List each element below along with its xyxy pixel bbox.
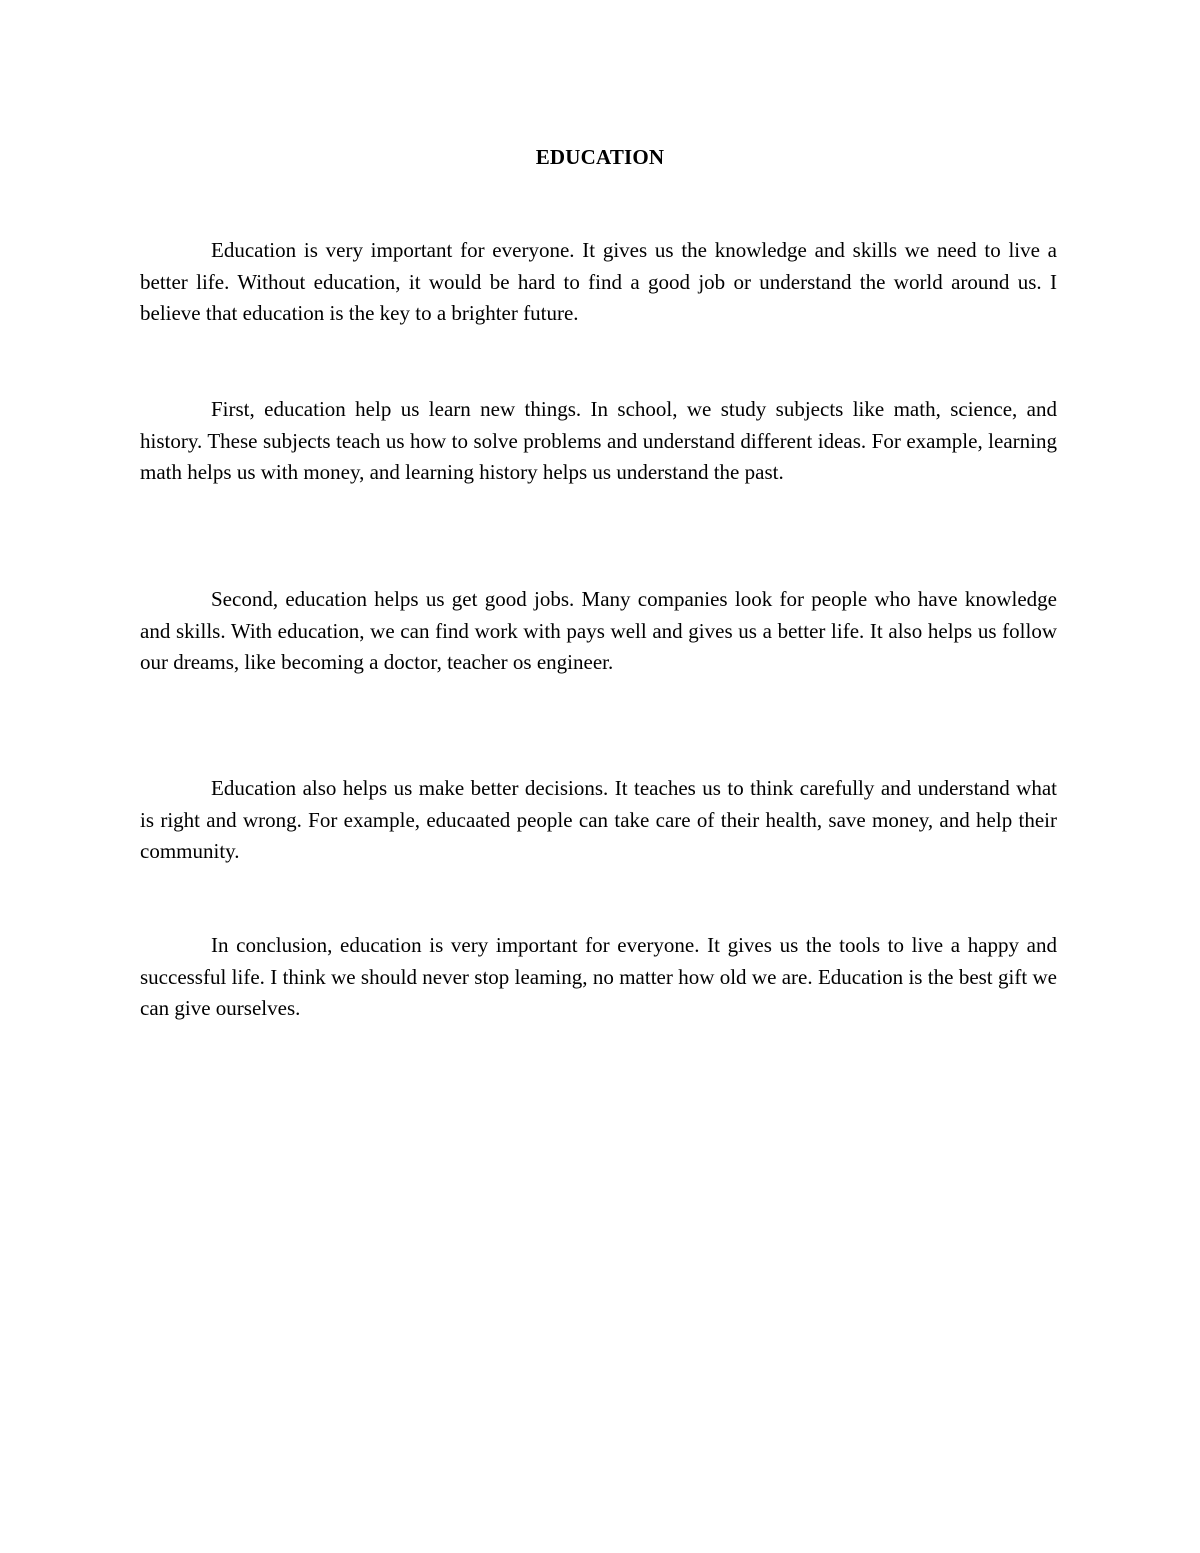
document-title: EDUCATION bbox=[535, 145, 665, 169]
paragraph-first: First, education help us learn new things. In school, we study subjects like math, science, and history. These subjects teach us how to solve problems and understand different ideas. For example, learning math helps us with money, and learning history helps us understand the past. bbox=[140, 397, 1057, 484]
paragraph-second: Second, education helps us get good jobs. Many companies look for people who have knowledge and skills. With education, we can find work with pays well and gives us a better life. It also helps us follow our dreams, like becoming a doctor, teacher os engineer. bbox=[140, 587, 1057, 674]
paragraph-conclusion: In conclusion, education is very important for everyone. It gives us the tools to live a happy and successful life. I think we should never stop leaming, no matter how old we are. Education is the best gift we can give ourselves. bbox=[140, 933, 1057, 1020]
paragraph-decisions: Education also helps us make better decisions. It teaches us to think carefully and understand what is right and wrong. For example, educaated people can take care of their health, save money, and help their community. bbox=[140, 776, 1057, 863]
paragraph-introduction: Education is very important for everyone. It gives us the knowledge and skills we need to live a better life. Without education, it would be hard to find a good job or understand the world around us. I believe that education is the key to a brighter future. bbox=[140, 238, 1057, 325]
